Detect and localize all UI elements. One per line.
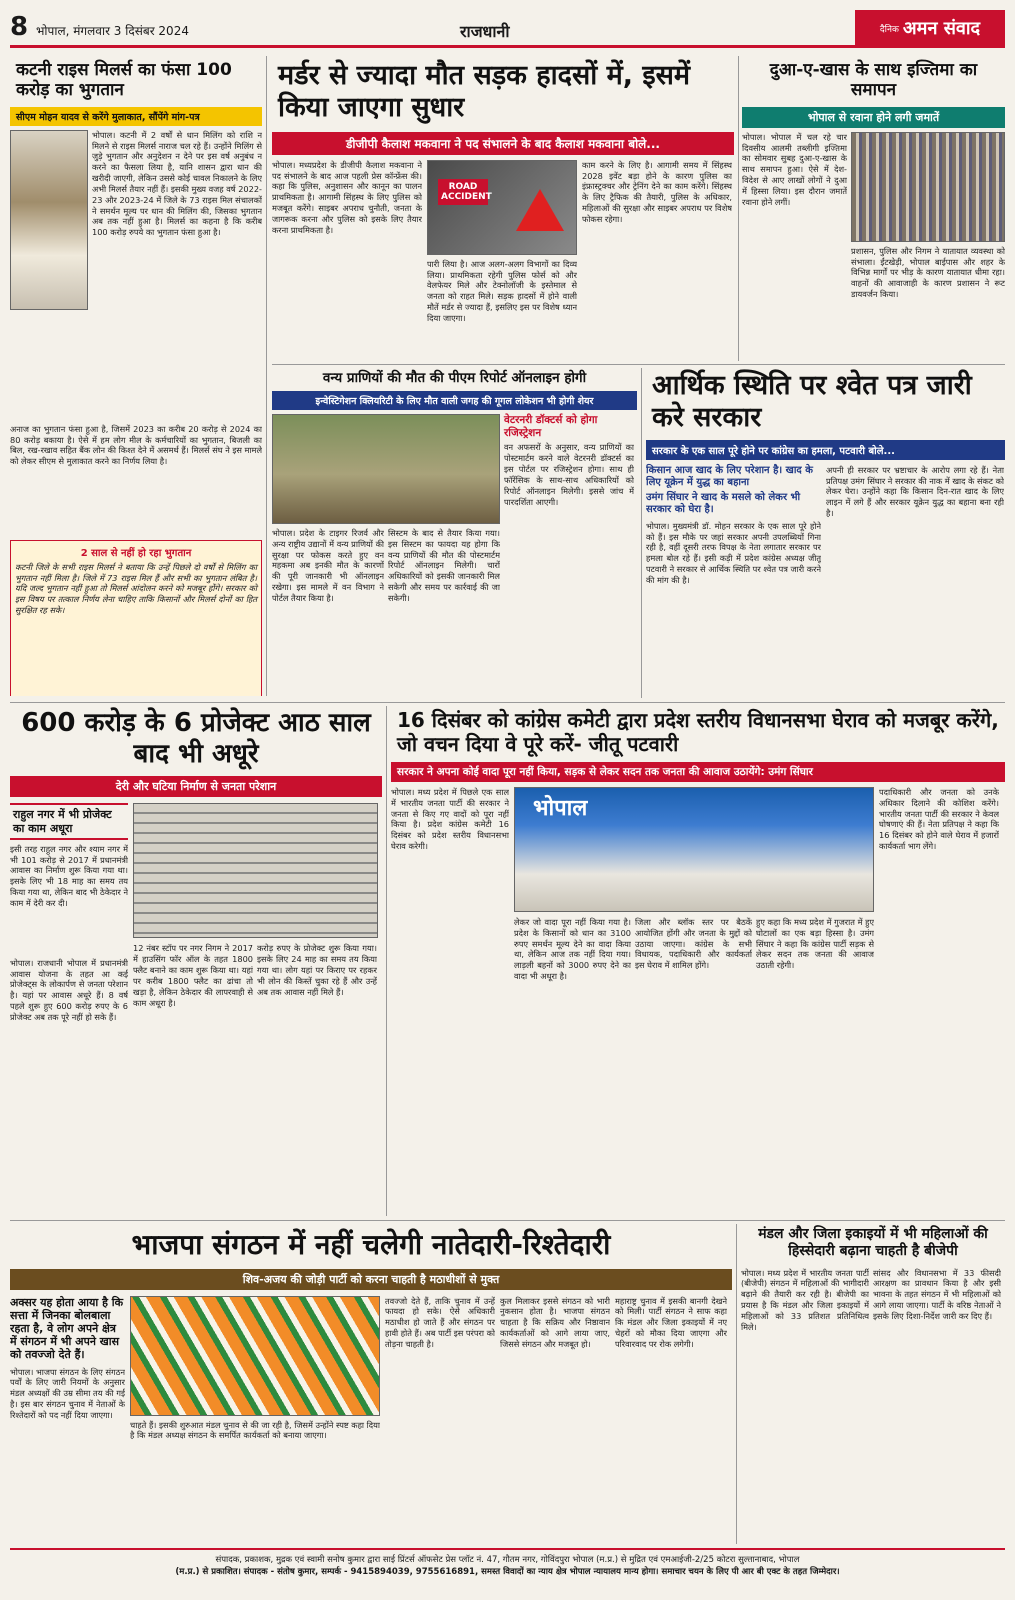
divider <box>738 56 739 361</box>
patwari-headline: 16 दिसंबर को कांग्रेस कमेटी द्वारा प्रदेश स्तरीय विधानसभा घेराव को मजबूर करेंगे, जो वचन दिया वे पूरे करें- जीतू पटवारी <box>397 708 999 756</box>
vet-subheading: वेटरनरी डॉक्टर्स को होगा रजिस्ट्रेशन <box>504 414 598 439</box>
bjp-body-4: कुल मिलाकर इससे संगठन को भारी नुकसान होता है। भाजपा संगठन चाहता है कि सक्रिय और निष्ठावान कार्यकर्ताओं को आगे लाया जाए, जिससे संगठन और मजबूत हो। <box>500 1295 610 1349</box>
patwari-body-5: पदाधिकारी और जनता को उनके अधिकार दिलाने की कोशिश करेंगे। भारतीय जनता पार्टी की सरकार ने केवल घोषणाएं की हैं। नेता प्रतिपक्ष ने कहा कि 16 दिसंबर को होने वाले घेराव में हजारों कार्यकर्ता भाग लेंगे। <box>879 787 999 852</box>
article-wildlife <box>272 368 637 698</box>
patwari-body-3: जिला और ब्लॉक स्तर पर बैठकें आयोजित होंगी और जनता के मुद्दों को उठाया जाएगा। कांग्रेस के सभी विधायक, पदाधिकारी और कार्यकर्ता इस घेराव में शामिल होंगे। <box>635 917 752 971</box>
divider <box>272 364 1005 365</box>
ijtema-body-1: भोपाल। भोपाल में चल रहे चार दिवसीय आलमी तब्लीगी इज्तिमा का सोमवार सुबह दुआ-ए-खास के साथ समापन हुआ। ऐसे में देश-विदेश से आए लाखों लोगों ने दुआ में हिस्सा लिया। इस दौरान जमातें रवाना होने लगीं। <box>742 131 847 207</box>
accidents-body-3: काम करने के लिए है। आगामी समय में सिंहस्थ 2028 इवेंट बड़ा होने के कारण पुलिस का इंफ्रास्ट्रक्चर और ट्रेनिंग देने का काम करेंगे। सिंहस्थ के लिए ट्रैफिक की तैयारी, पुलिस के अधिकार, महिलाओं की सुरक्षा और साइबर अपराध पर विशेष फोकस रहेगा। <box>582 159 732 224</box>
cm-photo <box>10 130 88 310</box>
brand-logo <box>855 10 1005 46</box>
accidents-body-1: भोपाल। मध्यप्रदेश के डीजीपी कैलाश मकवाना ने पद संभालने के बाद आज पहली प्रेस कॉन्फ्रेंस की। कहा कि पुलिस, अनुशासन और कानून का पालन प्राथमिकता है। आगामी सिंहस्थ के लिए पुलिस को मजबूत करेंगे। साइबर अपराध चुनौती, जनता के जागरूक करना और पुलिस को इसके लिए तैयार करना प्राथमिकता है। <box>272 159 422 235</box>
wildlife-body-1: भोपाल। प्रदेश के टाइगर रिजर्व और अन्य राष्ट्रीय उद्यानों में वन्य प्राणियों की सुरक्षा पर फोकस करते हुए वन महकमा अब इनकी मौत के कारणों की पूरी जानकारी भी ऑनलाइन रखेगा। इस मामले में वन विभाग ने पोर्टल तैयार किया है। <box>272 528 384 603</box>
whitepaper-body-2: अपनी ही सरकार पर भ्रष्टाचार के आरोप लगा रहे हैं। नेता प्रतिपक्ष उमंग सिंघार ने सरकार की नाक में खाद के संकट को लेकर घेरा। उन्होंने कहा कि किसान दिन-रात खाद के लिए लाइन में लगे हैं और सरकार यूक्रेन युद्ध का बहाना बना रही है। <box>826 464 1004 519</box>
article-whitepaper <box>646 368 1005 698</box>
women-headline: मंडल और जिला इकाइयों में भी महिलाओं की हिस्सेदारी बढ़ाना चाहती है बीजेपी <box>758 1226 988 1259</box>
article-patwari <box>391 706 1005 1216</box>
divider <box>386 706 387 1216</box>
article-ijtema <box>742 56 1005 361</box>
patwari-body-2: लेकर जो वादा पूरा नहीं किया गया है। प्रदेश के किसानों को धान का 3100 रुपए समर्थन मूल्य देने का वादा किया था, लेकिन आज तक नहीं दिया गया। लाड़ली बहनों को 3000 रुपए देने का वादा भी अधूरा है। <box>514 917 631 982</box>
patwari-body-4: हुए कहा कि मध्य प्रदेश में गुजरात में हुए घोटालों का एक बड़ा हिस्सा है। उमंग सिंघार ने कहा कि कांग्रेस पार्टी सड़क से लेकर सदन तक जनता की आवाज उठाती रहेगी। <box>756 917 874 971</box>
ijtema-kicker: भोपाल से रवाना होने लगी जमातें <box>742 107 1005 128</box>
article-bjp <box>10 1224 732 1544</box>
wildlife-headline: वन्य प्राणियों की मौत की पीएम रिपोर्ट ऑनलाइन होगी <box>322 370 587 386</box>
divider <box>266 56 267 696</box>
divider <box>10 1220 1005 1221</box>
projects-kicker: देरी और घटिया निर्माण से जनता परेशान <box>10 776 382 797</box>
katni-box-body: कटनी जिले के सभी राइस मिलर्स ने बताया कि उन्हें पिछले दो वर्षों से मिलिंग का भुगतान नहीं मिला है। जिले में 73 राइस मिल हैं और सभी का भुगतान लंबित है। यदि जल्द भुगतान नहीं हुआ तो मिलर्स आंदोलन करने को मजबूर होंगे। सरकार को इस विषय पर तत्काल निर्णय लेना चाहिए ताकि किसानों और मिलर्स दोनों का हित सुरक्षित रह सके। <box>15 561 257 616</box>
article-women <box>741 1224 1005 1544</box>
projects-headline: 600 करोड़ के 6 प्रोजेक्ट आठ साल बाद भी अधूरे <box>21 708 371 770</box>
katni-box <box>10 540 262 696</box>
patwari-body-1: भोपाल। मध्य प्रदेश में पिछले एक साल में भारतीय जनता पार्टी की सरकार ने जनता से किए गए वादों को पूरा नहीं किया है। प्रदेश कांग्रेस कमेटी 16 दिसंबर को प्रदेश स्तरीय विधानसभा घेराव करेगी। <box>391 787 509 852</box>
rahul-nagar-subheading: राहुल नगर में भी प्रोजेक्ट का काम अधूरा <box>10 803 128 839</box>
women-body-1: भोपाल। मध्य प्रदेश में भारतीय जनता पार्टी (बीजेपी) संगठन में महिलाओं की भागीदारी बढ़ाने की तैयारी कर रही है। बीजेपी का प्रयास है कि मंडल और जिला इकाइयों में महिलाओं को 33 प्रतिशत प्रतिनिधित्व मिले। <box>741 1267 869 1332</box>
divider <box>736 1224 737 1544</box>
projects-body-3: करोड़ रुपए के प्रोजेक्ट शुरू किया गया। इसके लिए 24 माह का समय तय किया गया था। लोग यहां पर किराए पर रहकर भी लोन की किस्तें चुका रहे हैं और उन्हें अब तक आवास नहीं मिले हैं। <box>257 943 377 997</box>
divider <box>10 702 1005 703</box>
brand-name: अमन संवाद <box>902 18 981 39</box>
wildlife-kicker: इन्वेस्टिगेशन क्लियरिटी के लिए मौत वाली जगह की गूगल लोकेशन भी होगी शेयर <box>272 391 637 410</box>
accidents-kicker: डीजीपी कैलाश मकवाना ने पद संभालने के बाद कैलाश मकवाना बोले... <box>272 132 734 155</box>
rahul-nagar-body: इसी तरह राहुल नगर और श्याम नगर में भी 101 करोड़ से 2017 में प्रधानमंत्री आवास का निर्माण शुरू किया गया था। इसके लिए भी 18 माह का समय तय किया गया था, लेकिन बाद भी ठेकेदार ने काम में देरी कर दी। <box>10 843 128 908</box>
section-name: राजधानी <box>460 22 510 41</box>
katni-box-heading: 2 साल से नहीं हो रहा भुगतान <box>80 547 192 559</box>
accidents-headline: मर्डर से ज्यादा मौत सड़क हादसों में, इसमें किया जाएगा सुधार <box>278 60 691 124</box>
imprint-line-1: संपादक, प्रकाशक, मुद्रक एवं स्वामी सनोष कुमार द्वारा साई प्रिंटर्स ऑफसेट प्रेस प्लॉट नं. 47, गौतम नगर, गोविंदपुरा भोपाल (म.प्र.) से मुद्रित एवं एमआईजी-2/25 कोटरा सुल्तानाबाद, भोपाल <box>215 1555 800 1565</box>
date-line: भोपाल, मंगलवार 3 दिसंबर 2024 <box>36 24 189 38</box>
whitepaper-pull-2: उमंग सिंघार ने खाद के मसले को लेकर भी सरकार को घेरा है। <box>646 491 801 515</box>
ijtema-body-2: प्रशासन, पुलिस और निगम ने यातायात व्यवस्था को संभाला। ईंटखेड़ी, भोपाल बाईपास और शहर के विभिन्न मार्गों पर भीड़ के कारण यातायात धीमा रहा। वाहनों की आवाजाही के कारण प्रशासन ने रूट डायवर्जन किया। <box>851 245 1005 300</box>
bjp-headline: भाजपा संगठन में नहीं चलेगी नातेदारी-रिश्तेदारी <box>131 1228 611 1261</box>
bjp-pull-quote: अक्सर यह होता आया है कि सत्ता में जिनका बोलबाला रहता है, वे लोग अपने क्षेत्र में संगठन में भी अपने खास को तवज्जो देते हैं। <box>10 1295 124 1362</box>
wildlife-body-2: सिस्टम के बाद से तैयार किया गया। इस सिस्टम का फायदा यह होगा कि वन्य प्राणियों की मौत की पोस्टमार्टम रिपोर्ट ऑनलाइन मिलेगी। चारों अधिकारियों को इसकी जानकारी मिल सकेगी और समय पर कार्रवाई की जा सकेगी। <box>388 528 500 603</box>
imprint-line-2: (म.प्र.) से प्रकाशित। संपादक - संतोष कुमार, सम्पर्क - 9415894039, 9755616891, समस्त विवादों का न्याय क्षेत्र भोपाल न्यायालय मान्य होगा। समाचार चयन के लिए पी आर बी एक्ट के तहत जिम्मेदार। <box>175 1567 840 1578</box>
bjp-kicker: शिव-अजय की जोड़ी पार्टी को करना चाहती है मठाधीशों से मुक्त <box>10 1269 732 1290</box>
brand-prefix: दैनिक <box>879 24 899 35</box>
projects-body-1: भोपाल। राजधानी भोपाल में प्रधानमंत्री आवास योजना के तहत आ कई प्रोजेक्ट्स के लोकार्पण से जनता परेशान है। यहां पर आवास अधूरे हैं। 8 वर्ष पहले शुरू हुए 600 करोड़ रुपए के 6 प्रोजेक्ट अब तक पूरे नहीं हो सके हैं। <box>10 957 128 1022</box>
accident-photo <box>427 160 577 255</box>
accidents-body-2: पारी लिया है। आज अलग-अलग विभागों का दिव्य लिया। प्राथमिकता रहेगी पुलिस फोर्स को और वेलफेयर मिले और टेक्नोलॉजी के इस्तेमाल से जनता को राहत मिले। सड़क हादसों में होने वाली मौतें मर्डर से ज्यादा हैं, इसलिए इस पर विशेष ध्यान दिया जाएगा। <box>427 258 577 323</box>
whitepaper-pull-1: किसान आज खाद के लिए परेशान है। खाद के लिए यूक्रेन में युद्ध का बहाना <box>646 464 813 488</box>
article-projects <box>10 706 382 1216</box>
accident-sign: ROAD ACCIDENT <box>438 179 488 205</box>
article-accidents <box>272 56 734 361</box>
vet-body: वन अफसरों के अनुसार, वन्य प्राणियों का पोस्टमार्टम करने वाले वेटरनरी डॉक्टर्स का इस पोर्टल पर रजिस्ट्रेशन होगा। साथ ही फॉरेंसिक के साथ-साथ अधिकारियों को रिपोर्ट ऑनलाइन मिलेगी। इससे जांच में पारदर्शिता आएगी। <box>504 442 634 507</box>
imprint-footer <box>10 1548 1005 1592</box>
katni-headline: कटनी राइस मिलर्स का फंसा 100 करोड़ का भुगतान <box>16 60 232 101</box>
katni-kicker: सीएम मोहन यादव से करेंगे मुलाकात, सौंपेंगे मांग-पत्र <box>10 107 262 126</box>
page-number: 8 <box>10 12 29 42</box>
bjp-body-5: महाराष्ट्र चुनाव में इसकी बानगी देखने को मिली। पार्टी संगठन ने साफ कहा कि मंडल और जिला इकाइयों में नए चेहरों को मौका दिया जाएगा और परिवारवाद पर रोक लगेगी। <box>615 1295 727 1349</box>
patwari-kicker: सरकार ने अपना कोई वादा पूरा नहीं किया, सड़क से लेकर सदन तक जनता की आवाज उठायेंगे: उमंग सिंघार <box>391 762 1005 782</box>
ijtema-crowd-photo <box>851 132 1005 242</box>
katni-body-2: अनाज का भुगतान फंसा हुआ है, जिसमें 2023 का करीब 20 करोड़ से 2024 का 80 करोड़ बकाया है। ऐसे में हम लोग मील के कर्मचारियों का भुगतान, बिजली का बिल, रख-रखाव सहित बैंक लोन की किश्त देने में असमर्थ हैं। मिलर्स संघ ने इस मामले को लेकर सीएम से मुलाकात करने का निर्णय लिया है। <box>10 423 262 467</box>
warning-triangle-icon <box>516 189 564 231</box>
bjp-body-3: तवज्जो देते हैं, ताकि चुनाव में उन्हें फायदा हो सके। ऐसे अधिकारी मठाधीश हो जाते हैं और संगठन पर हावी होते हैं। अब पार्टी इस परंपरा को तोड़ना चाहती है। <box>385 1295 495 1349</box>
whitepaper-body-1: भोपाल। मुख्यमंत्री डॉ. मोहन सरकार के एक साल पूरे होने को हैं। इस मौके पर जहां सरकार अपनी उपलब्धियों गिना रही है, वहीं दूसरी तरफ विपक्ष के नेता लगातार सरकार पर हमला बोल रहे हैं। इसी कड़ी में प्रदेश कांग्रेस अध्यक्ष जीतू पटवारी ने सरकार से आर्थिक स्थिति पर श्वेत पत्र जारी करने की मांग की है। <box>646 520 821 585</box>
divider <box>641 368 642 698</box>
elephant-photo <box>272 414 500 524</box>
projects-body-2: 12 नंबर स्टॉप पर नगर निगम ने 2017 में हाउसिंग फॉर ऑल के तहत 1800 फ्लैट बनाने का काम शुरू किया था। यहां पर करीब 1800 फ्लैट का ढांचा तो खड़ा है, लेकिन ठेकेदार की लापरवाही से काम अधूरा है। <box>133 943 253 1008</box>
bjp-body-2: चाहते हैं। इसकी शुरुआत मंडल चुनाव से की जा रही है, जिसमें उन्होंने स्पष्ट कहा दिया है कि मंडल अध्यक्ष संगठन के समर्पित कार्यकर्ता को बनाया जाएगा। <box>130 1419 380 1441</box>
whitepaper-kicker: सरकार के एक साल पूरे होने पर कांग्रेस का हमला, पटवारी बोले... <box>646 440 1005 460</box>
women-body-2: सांसद और विधानसभा में 33 फीसदी आरक्षण का प्रावधान किया है और इसी भावना के तहत संगठन में भी महिलाओं को आगे लाया जाएगा। पार्टी के वरिष्ठ नेताओं ने इसके लिए दिशा-निर्देश जारी कर दिए हैं। <box>873 1267 1001 1321</box>
ijtema-headline: दुआ-ए-खास के साथ इज्तिमा का समापन <box>769 60 978 101</box>
press-conference-photo <box>514 787 874 912</box>
masthead <box>10 10 1005 48</box>
bjp-flags-photo <box>130 1296 380 1416</box>
photo-banner-text: भोपाल <box>533 796 588 821</box>
building-photo <box>133 803 378 938</box>
katni-body-1: भोपाल। कटनी में 2 वर्षों से धान मिलिंग को राशि न मिलने से राइस मिलर्स नाराज चल रहे हैं। उन्होंने मिलिंग से जुड़े भुगतान और अनुदेशन न देने पर इस वर्ष अनुबंध न करने का फैसला लिया है, यानि शासन द्वारा धान की खरीदी जाएगी, लेकिन उससे कोई चावल निकालने के लिए अभी मिलर्स तैयार नहीं हैं। इसकी मुख्य वजह वर्ष 2022-23 और 2023-24 में जिले के 73 राइस मिल संचालकों ने समर्थन मूल्य पर धान की मिलिंग की, जिसका भुगतान अब तक नहीं हुआ है। मिलर्स का कहना है कि करीब 100 करोड़ रुपये का भुगतान फंसा हुआ है। <box>92 129 262 238</box>
article-katni <box>10 56 262 696</box>
whitepaper-headline: आर्थिक स्थिति पर श्वेत पत्र जारी करे सरकार <box>652 370 972 434</box>
bjp-body-1: भोपाल। भाजपा संगठन के लिए संगठन पर्वों के लिए जारी नियमों के अनुसार मंडल अध्यक्षों की उम्र सीमा तय की गई है। इस बार संगठन चुनाव में नेताओं के रिश्तेदारों को पद नहीं दिया जाएगा। <box>10 1366 125 1420</box>
